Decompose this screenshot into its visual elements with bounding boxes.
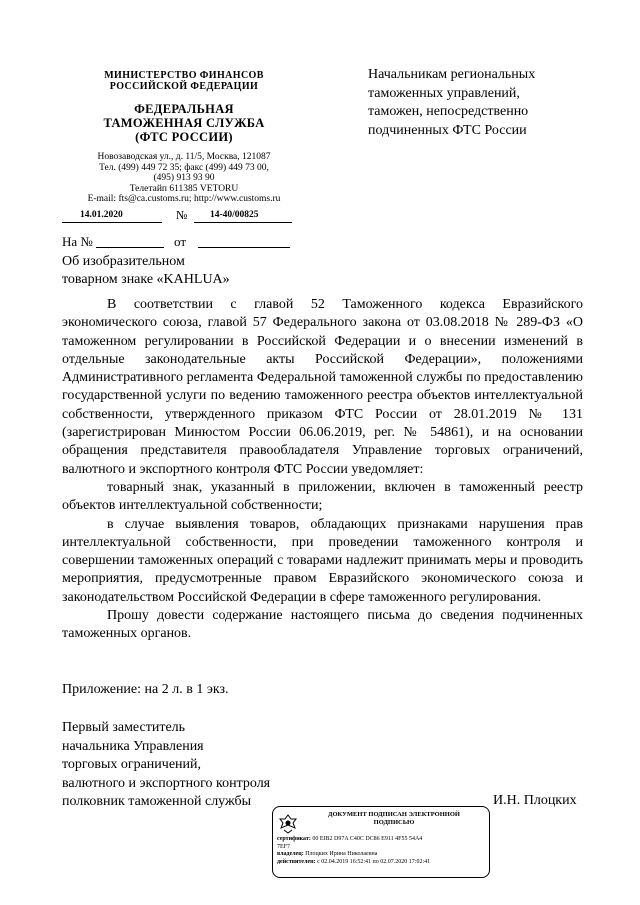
signer-line-5: полковник таможенной службы [62, 794, 252, 809]
stamp-owner-row [277, 851, 487, 859]
subject-line-1: Об изобразительном [62, 254, 185, 269]
emblem-icon [277, 813, 299, 835]
signer-title [62, 719, 302, 812]
stamp-details [277, 836, 487, 866]
addressee-line-4: подчиненных ФТС России [368, 122, 527, 138]
signer-line-1: Первый заместитель [62, 720, 186, 735]
registration-row [62, 208, 292, 224]
body-paragraph-2: товарный знак, указанный в приложении, включен в таможенный реестр объектов интеллектуальной собственности; [62, 479, 583, 514]
ref-from-label: от [174, 234, 187, 249]
ref-number-underline [96, 247, 164, 248]
attachment-note: Приложение: на 2 л. в 1 экз. [62, 682, 229, 697]
address-line-4: Телетайп 611385 VETORU [129, 183, 239, 194]
stamp-title-line-2: ПОДПИСЬЮ [373, 819, 415, 826]
date-underline [62, 222, 162, 223]
registration-number: 14-40/00825 [210, 210, 259, 220]
stamp-owner-label: владелец: [277, 851, 304, 857]
ref-number-label: На № [62, 234, 93, 249]
body-paragraph-4: Прошу довести содержание настоящего письма до сведения подчиненных таможенных органов. [62, 608, 583, 642]
address-line-3: (495) 913 93 90 [153, 173, 215, 183]
signer-line-4: валютного и экспортного контроля [62, 775, 271, 791]
stamp-title-line-1: ДОКУМЕНТ ПОДПИСАН ЭЛЕКТРОННОЙ [328, 811, 460, 818]
e-signature-stamp [272, 806, 490, 878]
stamp-valid-label: действителен: [277, 858, 316, 865]
service-line-3: (ФТС РОССИИ) [135, 130, 233, 144]
addressee-line-2: таможенных управлений, [368, 85, 520, 101]
stamp-valid-value: с 02.04.2019 16:52:41 по 02.07.2020 17:02:41 [317, 858, 431, 865]
subject-line-2: товарном знаке «KAHLUA» [62, 272, 230, 287]
body-paragraph-1: В соответствии с главой 52 Таможенного кодекса Евразийского экономического союза, главой 57 Федерального закона от 03.08.2018 № 289-ФЗ «О таможенном регулировании в Российской Федерации и о внесении изменений в отдельные законодательные акты Российской Федерации», положениями Административного регламента Федеральной таможенной службы по предоставлению государственной услуги по ведению таможенного реестра объектов интеллектуальной собственности, утвержденного приказом ФТС России от 28.01.2019 № 131 (зарегистрирован Минюстом России 06.06.2019, рег. № 54861), и на основании обращения представителя правообладателя Управление торговых ограничений, валютного и экспортного контроля ФТС России уведомляет: [62, 297, 583, 477]
subject [62, 253, 282, 289]
stamp-cert-value: 00 EIB2 D97A C40C DC86 E911 4F55 54A4 [312, 836, 423, 842]
service-name [62, 102, 306, 144]
number-sign: № [176, 208, 188, 222]
registration-date: 14.01.2020 [80, 210, 123, 220]
service-line-2: ТАМОЖЕННАЯ СЛУЖБА [103, 116, 265, 130]
signer-line-3: торговых ограничений, [62, 757, 202, 772]
stamp-cert-label: сертификат: [277, 836, 311, 842]
addressee [368, 66, 598, 140]
addressee-line-3: таможен, непосредственно [368, 104, 529, 119]
signer-name: И.Н. Плоцких [493, 793, 577, 808]
number-underline [194, 222, 292, 223]
reference-row [62, 234, 302, 252]
signer-line-2: начальника Управления [62, 738, 204, 754]
address-line-5: E-mail: fts@ca.customs.ru; http://www.customs.ru [87, 194, 281, 204]
ministry-line-2: РОССИЙСКОЙ ФЕДЕРАЦИИ [109, 81, 259, 92]
service-line-1: ФЕДЕРАЛЬНАЯ [134, 102, 234, 116]
body-paragraph-3: в случае выявления товаров, обладающих признаками нарушения прав интеллектуальной собственности, при проведении таможенного контроля и совершении таможенных операций с товарами надлежит принимать меры и проводить мероприятия, предусмотренные правом Евразийского экономического союза и законодательством Российской Федерации в сфере таможенного регулирования. [62, 516, 583, 605]
ministry-line-1: МИНИСТЕРСТВО ФИНАНСОВ [104, 70, 264, 81]
stamp-valid-row [277, 859, 487, 867]
ref-from-underline [198, 247, 290, 248]
stamp-cert-value-2: 7EF7 [277, 843, 291, 850]
letter-body [62, 296, 583, 644]
stamp-owner-value: Плоцких Ирина Николаевна [305, 851, 378, 857]
stamp-cert-row [277, 836, 487, 844]
address-line-2: Тел. (499) 449 72 35; факс (499) 449 73 00, [99, 162, 269, 173]
stamp-title [303, 811, 485, 827]
contact-info [62, 152, 306, 205]
letterhead [62, 70, 306, 205]
address-line-1: Новозаводская ул., д. 11/5, Москва, 121087 [97, 152, 271, 162]
addressee-line-1: Начальникам региональных [368, 67, 536, 82]
